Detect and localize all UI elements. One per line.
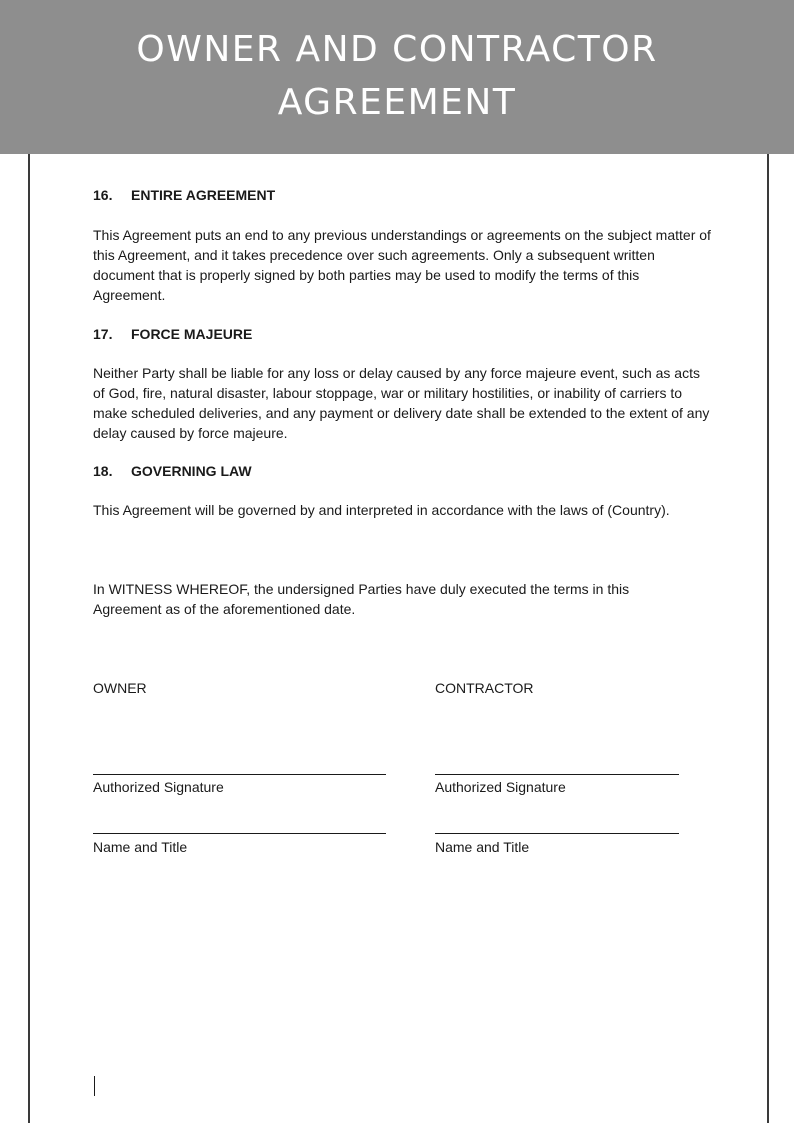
section-number: 17. <box>93 326 113 342</box>
section-17 <box>93 324 723 443</box>
section-heading <box>93 185 723 205</box>
section-text: This Agreement puts an end to any previous understandings or agreements on the subject matter of this Agreement, and it takes precedence over such agreements. Only a subsequent written document that is properly signed by both parties may be used to modify the terms of this Agreement. <box>93 227 711 303</box>
title-banner <box>0 0 794 154</box>
section-title: FORCE MAJEURE <box>131 326 253 342</box>
page-border-right <box>767 154 769 1123</box>
contractor-label: CONTRACTOR <box>435 680 534 696</box>
section-18 <box>93 461 723 520</box>
section-number: 16. <box>93 187 113 203</box>
section-title: ENTIRE AGREEMENT <box>131 187 276 203</box>
document-title: OWNER AND CONTRACTOR AGREEMENT <box>136 29 658 123</box>
section-heading <box>93 324 723 344</box>
document-body <box>93 185 723 520</box>
contractor-name-line[interactable] <box>435 833 679 834</box>
section-text: This Agreement will be governed by and interpreted in accordance with the laws of (Country). <box>93 502 670 518</box>
owner-name-line[interactable] <box>93 833 386 834</box>
owner-signature-line[interactable] <box>93 774 386 775</box>
text-cursor <box>94 1076 95 1096</box>
witness-clause: In WITNESS WHEREOF, the undersigned Parties have duly executed the terms in this Agreement as of the aforementioned date. <box>93 581 630 617</box>
section-heading <box>93 461 723 481</box>
section-16 <box>93 185 723 305</box>
section-number: 18. <box>93 463 113 479</box>
section-text: Neither Party shall be liable for any loss or delay caused by any force majeure event, such as acts of God, fire, natural disaster, labour stoppage, war or military hostilities, or inability of carriers to make scheduled deliveries, and any payment or delivery date shall be extended to the extent of any delay caused by force majeure. <box>93 365 710 441</box>
owner-label: OWNER <box>93 680 147 696</box>
owner-name-caption: Name and Title <box>93 839 188 855</box>
page-border-left <box>28 154 30 1123</box>
owner-signature-caption: Authorized Signature <box>93 779 224 795</box>
contractor-name-caption: Name and Title <box>435 839 530 855</box>
section-title: GOVERNING LAW <box>131 463 252 479</box>
contractor-signature-line[interactable] <box>435 774 679 775</box>
contractor-signature-caption: Authorized Signature <box>435 779 566 795</box>
